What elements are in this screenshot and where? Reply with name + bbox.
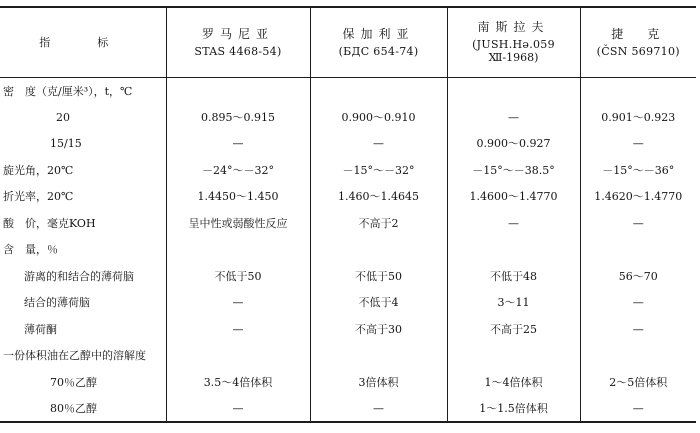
cell-romania: －24°～－32° (166, 157, 310, 184)
header-yugoslavia (447, 7, 580, 78)
cell-bulgaria (310, 78, 447, 105)
cell-yugoslavia (447, 78, 580, 105)
cell-romania: — (166, 396, 310, 423)
header-romania (166, 7, 310, 78)
cell-czech: — (580, 131, 696, 158)
cell-bulgaria: — (310, 131, 447, 158)
cell-yugoslavia: — (447, 210, 580, 237)
cell-yugoslavia: 1～4倍体积 (447, 369, 580, 396)
cell-czech (580, 78, 696, 105)
cell-bulgaria: 3倍体积 (310, 369, 447, 396)
cell-romania: — (166, 131, 310, 158)
header-bulgaria-name: 保加利亚 (342, 26, 415, 41)
cell-bulgaria: 不低于4 (310, 290, 447, 317)
header-row (0, 7, 696, 78)
cell-yugoslavia: －15°～－38.5° (447, 157, 580, 184)
cell-romania: 不低于50 (166, 263, 310, 290)
cell-czech: 2～5倍体积 (580, 369, 696, 396)
cell-yugoslavia: 1～1.5倍体积 (447, 396, 580, 423)
cell-romania: 0.895～0.915 (166, 104, 310, 131)
row-label: 酸 价，毫克KOH (3, 216, 96, 230)
header-romania-name: 罗马尼亚 (201, 26, 274, 41)
cell-czech: 56～70 (580, 263, 696, 290)
cell-bulgaria: 不高于30 (310, 316, 447, 343)
cell-yugoslavia: 3～11 (447, 290, 580, 317)
table-row-solubility (0, 343, 696, 370)
row-label: 15/15 (50, 137, 82, 151)
row-label: 含 量，％ (3, 243, 58, 257)
cell-yugoslavia: 不低于48 (447, 263, 580, 290)
cell-romania: 呈中性或弱酸性反应 (166, 210, 310, 237)
table-row-density (0, 78, 696, 105)
cell-bulgaria: — (310, 396, 447, 423)
cell-bulgaria (310, 343, 447, 370)
table-row-ethanol-70 (0, 369, 696, 396)
cell-yugoslavia (447, 237, 580, 264)
cell-romania: — (166, 316, 310, 343)
cell-czech (580, 343, 696, 370)
row-label: 密 度（克/厘米³），t，℃ (3, 84, 133, 98)
header-czech-name: 捷 克 (611, 26, 666, 41)
header-yugoslavia-standard-line1: (JUSH.Hə.059 (472, 38, 555, 51)
cell-czech: — (580, 396, 696, 423)
table-row-density-20 (0, 104, 696, 131)
cell-bulgaria: 不高于2 (310, 210, 447, 237)
table-row-content (0, 237, 696, 264)
table-row-ethanol-80 (0, 396, 696, 423)
cell-czech: — (580, 290, 696, 317)
row-label: 一份体积油在乙醇中的溶解度 (3, 349, 146, 363)
cell-yugoslavia: 0.900～0.927 (447, 131, 580, 158)
row-label: 旋光角，20℃ (3, 163, 74, 177)
header-bulgaria-standard: (БДС 654-74) (338, 44, 419, 58)
cell-romania (166, 343, 310, 370)
table-row-optical-rotation (0, 157, 696, 184)
cell-czech (580, 237, 696, 264)
row-label: 薄荷酮 (24, 322, 57, 336)
header-indicator (0, 7, 166, 78)
cell-romania (166, 78, 310, 105)
table-row-refractive-index (0, 184, 696, 211)
table-row-bound-menthol (0, 290, 696, 317)
row-label: 游离的和结合的薄荷脑 (24, 269, 134, 283)
cell-bulgaria: 不低于50 (310, 263, 447, 290)
table-row-acid-value (0, 210, 696, 237)
header-czech (580, 7, 696, 78)
cell-bulgaria: 1.460～1.4645 (310, 184, 447, 211)
cell-bulgaria: －15°～－32° (310, 157, 447, 184)
row-label: 折光率，20℃ (3, 190, 74, 204)
row-label: 70％乙醇 (50, 375, 97, 389)
table-row-free-and-bound-menthol (0, 263, 696, 290)
cell-romania: — (166, 290, 310, 317)
cell-romania: 1.4450～1.450 (166, 184, 310, 211)
cell-romania (166, 237, 310, 264)
cell-yugoslavia: 1.4600～1.4770 (447, 184, 580, 211)
header-romania-standard: STAS 4468-54) (194, 44, 282, 58)
row-label: 20 (56, 110, 70, 124)
table-row-density-15-15 (0, 131, 696, 158)
table-row-menthone (0, 316, 696, 343)
header-yugoslavia-standard-line2: Ⅻ-1968) (488, 51, 539, 64)
essential-oil-standards-table (0, 6, 696, 423)
cell-czech: — (580, 316, 696, 343)
header-yugoslavia-name: 南斯拉夫 (477, 20, 550, 34)
cell-yugoslavia (447, 343, 580, 370)
header-czech-standard: (ČSN 569710) (596, 44, 680, 58)
header-indicator-label: 指 标 (39, 36, 127, 49)
cell-czech: －15°～－36° (580, 157, 696, 184)
cell-bulgaria (310, 237, 447, 264)
cell-czech: 0.901～0.923 (580, 104, 696, 131)
cell-yugoslavia: — (447, 104, 580, 131)
header-bulgaria (310, 7, 447, 78)
cell-bulgaria: 0.900～0.910 (310, 104, 447, 131)
cell-czech: — (580, 210, 696, 237)
row-label: 80％乙醇 (0, 396, 166, 423)
cell-yugoslavia: 不高于25 (447, 316, 580, 343)
cell-romania: 3.5～4倍体积 (166, 369, 310, 396)
cell-czech: 1.4620～1.4770 (580, 184, 696, 211)
row-label: 结合的薄荷脑 (24, 296, 90, 310)
